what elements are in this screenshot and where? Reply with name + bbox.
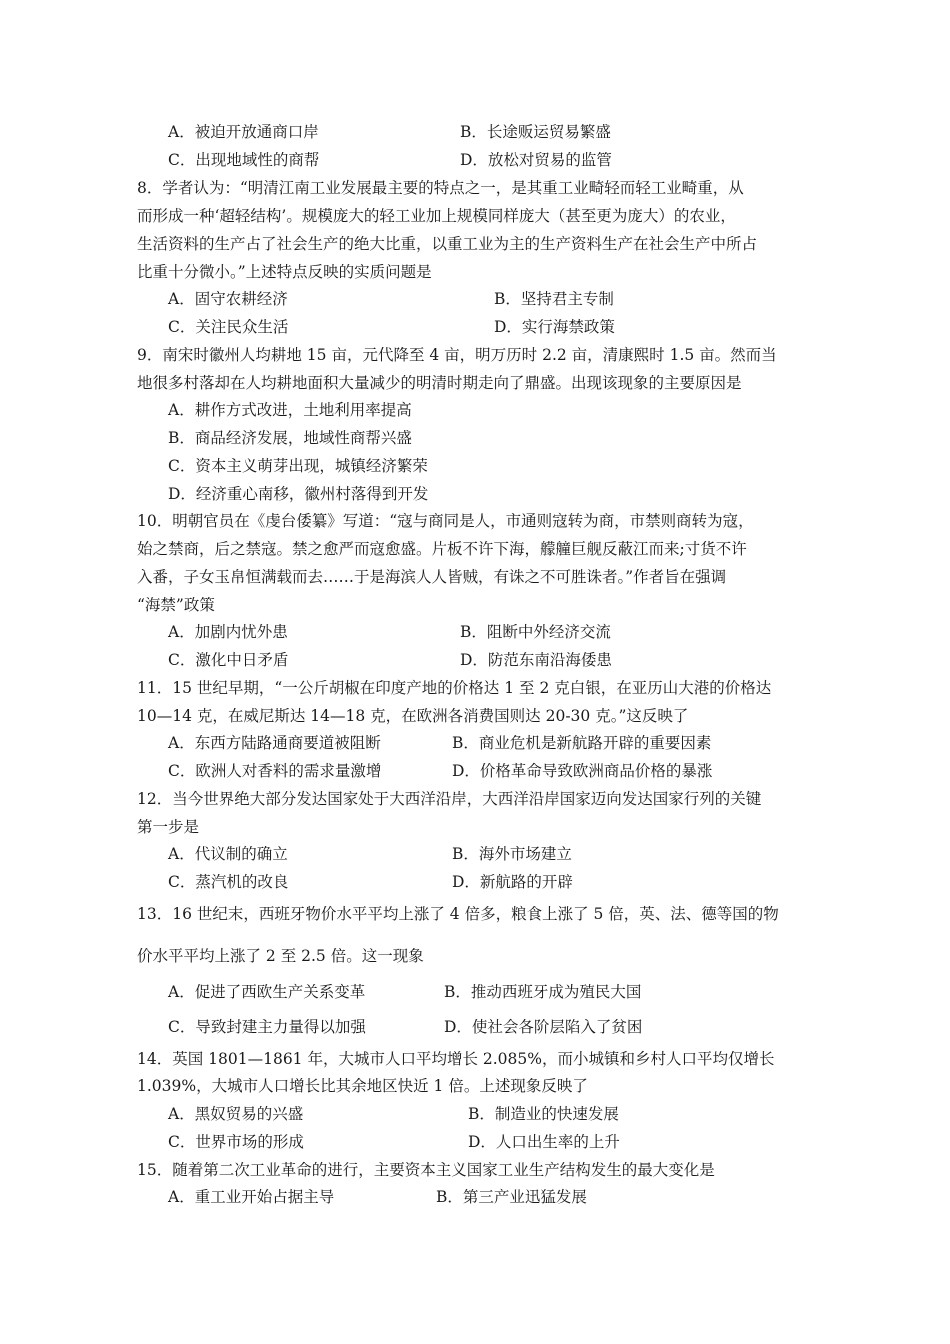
q15-stem-line: 15．随着第二次工业革命的进行，主要资本主义国家工业生产结构发生的最大变化是: [137, 1161, 715, 1179]
q11-option-d: D．价格革命导致欧洲商品价格的暴涨: [452, 762, 713, 780]
q9-option-d: D．经济重心南移，徽州村落得到开发: [168, 485, 429, 503]
q13-stem-line: 13．16 世纪末，西班牙物价水平平均上涨了 4 倍多，粮食上涨了 5 倍，英、法、德等国的物: [137, 905, 779, 923]
q9-option-a: A．耕作方式改进，土地利用率提高: [168, 401, 412, 419]
q12-option-a: A．代议制的确立: [168, 845, 288, 863]
q12-option-b: B．海外市场建立: [452, 845, 572, 863]
q9-stem-line: 地很多村落却在人均耕地面积大量减少的明清时期走向了鼎盛。出现该现象的主要原因是: [137, 374, 742, 392]
q12-option-d: D．新航路的开辟: [452, 873, 573, 891]
q13-stem-line: 价水平平均上涨了 2 至 2.5 倍。这一现象: [137, 947, 424, 965]
q7-option-a: A．被迫开放通商口岸: [168, 123, 319, 141]
q15-option-a: A．重工业开始占据主导: [168, 1188, 335, 1206]
q10-option-b: B．阻断中外经济交流: [460, 623, 611, 641]
q8-option-b: B．坚持君主专制: [494, 290, 614, 308]
q10-option-a: A．加剧内忧外患: [168, 623, 288, 641]
q15-option-b: B．第三产业迅猛发展: [436, 1188, 587, 1206]
q9-stem-line: 9．南宋时徽州人均耕地 15 亩，元代降至 4 亩，明万历时 2.2 亩，清康熙时 1.5 亩。然而当: [137, 346, 777, 364]
q10-option-d: D．防范东南沿海倭患: [460, 651, 612, 669]
q14-option-d: D．人口出生率的上升: [468, 1133, 620, 1151]
q8-stem-line: 生活资料的生产占了社会生产的绝大比重，以重工业为主的生产资料生产在社会生产中所占: [137, 235, 758, 253]
q7-option-d: D．放松对贸易的监管: [460, 151, 612, 169]
q10-option-c: C．激化中日矛盾: [168, 651, 289, 669]
q11-option-b: B．商业危机是新航路开辟的重要因素: [452, 734, 712, 752]
q8-stem-line: 而形成一种‘超轻结构’。规模庞大的轻工业加上规模同样庞大（甚至更为庞大）的农业，: [137, 207, 736, 225]
q13-option-c: C．导致封建主力量得以加强: [168, 1018, 366, 1036]
q12-stem-line: 第一步是: [137, 818, 200, 836]
q13-option-a: A．促进了西欧生产关系变革: [168, 983, 366, 1001]
q11-option-c: C．欧洲人对香料的需求量激增: [168, 762, 382, 780]
q7-option-c: C．出现地域性的商帮: [168, 151, 320, 169]
q8-option-c: C．关注民众生活: [168, 318, 289, 336]
q10-stem-line: “海禁”政策: [137, 596, 215, 614]
q14-option-a: A．黑奴贸易的兴盛: [168, 1105, 304, 1123]
q7-option-b: B．长途贩运贸易繁盛: [460, 123, 611, 141]
q11-stem-line: 10—14 克，在威尼斯达 14—18 克，在欧洲各消费国则达 20-30 克。”这反映了: [137, 707, 689, 725]
q8-option-a: A．固守农耕经济: [168, 290, 288, 308]
q10-stem-line: 始之禁商，后之禁寇。禁之愈严而寇愈盛。片板不许下海，艨艟巨舰反蔽江而来;寸货不许: [137, 540, 747, 558]
q11-stem-line: 11．15 世纪早期，“一公斤胡椒在印度产地的价格达 1 至 2 克白银，在亚历山大港的价格达: [137, 679, 772, 697]
q10-stem-line: 10．明朝官员在《虔台倭纂》写道：“寇与商同是人，市通则寇转为商，市禁则商转为寇，: [137, 512, 754, 530]
q8-stem-line: 8．学者认为：“明清江南工业发展最主要的特点之一，是其重工业畸轻而轻工业畸重，从: [137, 179, 744, 197]
q14-option-c: C．世界市场的形成: [168, 1133, 304, 1151]
q8-option-d: D．实行海禁政策: [494, 318, 615, 336]
q14-option-b: B．制造业的快速发展: [468, 1105, 619, 1123]
q9-option-c: C．资本主义萌芽出现，城镇经济繁荣: [168, 457, 428, 475]
q14-stem-line: 1.039%，大城市人口增长比其余地区快近 1 倍。上述现象反映了: [137, 1077, 588, 1095]
q11-option-a: A．东西方陆路通商要道被阻断: [168, 734, 381, 752]
q8-stem-line: 比重十分微小。”上述特点反映的实质问题是: [137, 263, 432, 281]
q13-option-d: D．使社会各阶层陷入了贫困: [444, 1018, 643, 1036]
q12-stem-line: 12．当今世界绝大部分发达国家处于大西洋沿岸，大西洋沿岸国家迈向发达国家行列的关键: [137, 790, 762, 808]
q12-option-c: C．蒸汽机的改良: [168, 873, 289, 891]
q13-option-b: B．推动西班牙成为殖民大国: [444, 983, 642, 1001]
q14-stem-line: 14．英国 1801—1861 年，大城市人口平均增长 2.085%，而小城镇和乡村人口平均仅增长: [137, 1050, 775, 1068]
q9-option-b: B．商品经济发展，地域性商帮兴盛: [168, 429, 412, 447]
q10-stem-line: 入番，子女玉帛恒满载而去……于是海滨人人皆贼，有诛之不可胜诛者。”作者旨在强调: [137, 568, 727, 586]
